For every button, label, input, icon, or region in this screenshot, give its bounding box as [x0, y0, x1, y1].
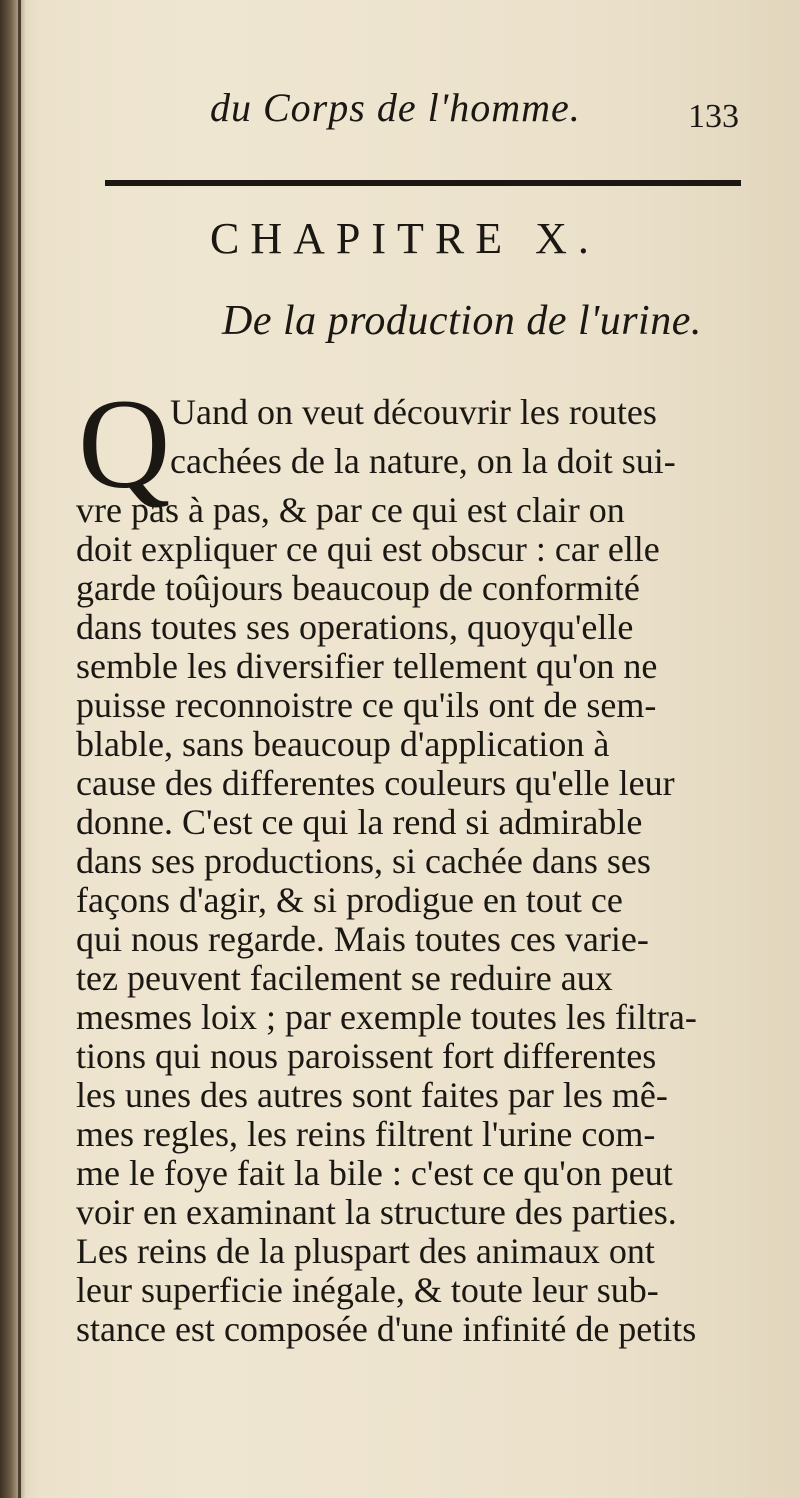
text-line: leur superficie inégale, & toute leur sub- [76, 1270, 659, 1310]
text-line: qui nous regarde. Mais toutes ces varie- [76, 919, 649, 959]
text-line: les unes des autres sont faites par les mê- [76, 1075, 668, 1115]
text-line: stance est composée d'une infinité de petits [76, 1309, 697, 1349]
text-line: dans toutes ses operations, quoyqu'elle [76, 607, 634, 647]
text-line: blable, sans beaucoup d'application à [76, 724, 610, 764]
text-line: dans ses productions, si cachée dans ses [76, 841, 651, 881]
text-line: voir en examinant la structure des parties. [76, 1192, 677, 1232]
text-line: donne. C'est ce qui la rend si admirable [76, 802, 643, 842]
text-line: façons d'agir, & si prodigue en tout ce [76, 880, 623, 920]
text-line: cause des differentes couleurs qu'elle leur [76, 763, 675, 803]
drop-cap: Q [78, 373, 171, 515]
header-rule [105, 180, 741, 186]
book-gutter-edge [18, 0, 21, 1498]
text-line: doit expliquer ce qui est obscur : car elle [76, 529, 660, 569]
text-line: tions qui nous paroissent fort differentes [76, 1036, 657, 1076]
book-spine-shadow [0, 0, 26, 1498]
text-line: Uand on veut découvrir les routes [170, 392, 657, 432]
text-line: vre pas à pas, & par ce qui est clair on [76, 490, 625, 530]
text-line: cachées de la nature, on la doit sui- [170, 441, 676, 481]
running-head: du Corps de l'homme. [210, 85, 581, 130]
text-line: mes regles, les reins filtrent l'urine com- [76, 1114, 656, 1154]
page-number: 133 [688, 98, 739, 135]
text-line: mesmes loix ; par exemple toutes les filtra- [76, 997, 697, 1037]
text-line: tez peuvent facilement se reduire aux [76, 958, 613, 998]
text-line: me le foye fait la bile : c'est ce qu'on peut [76, 1153, 673, 1193]
text-line: puisse reconnoistre ce qu'ils ont de sem- [76, 685, 657, 725]
text-line: Les reins de la pluspart des animaux ont [76, 1231, 655, 1271]
chapter-title: CHAPITRE X. [210, 214, 600, 263]
text-line: garde toûjours beaucoup de conformité [76, 568, 640, 608]
chapter-subtitle: De la production de l'urine. [222, 298, 702, 344]
text-line: semble les diversifier tellement qu'on ne [76, 646, 658, 686]
